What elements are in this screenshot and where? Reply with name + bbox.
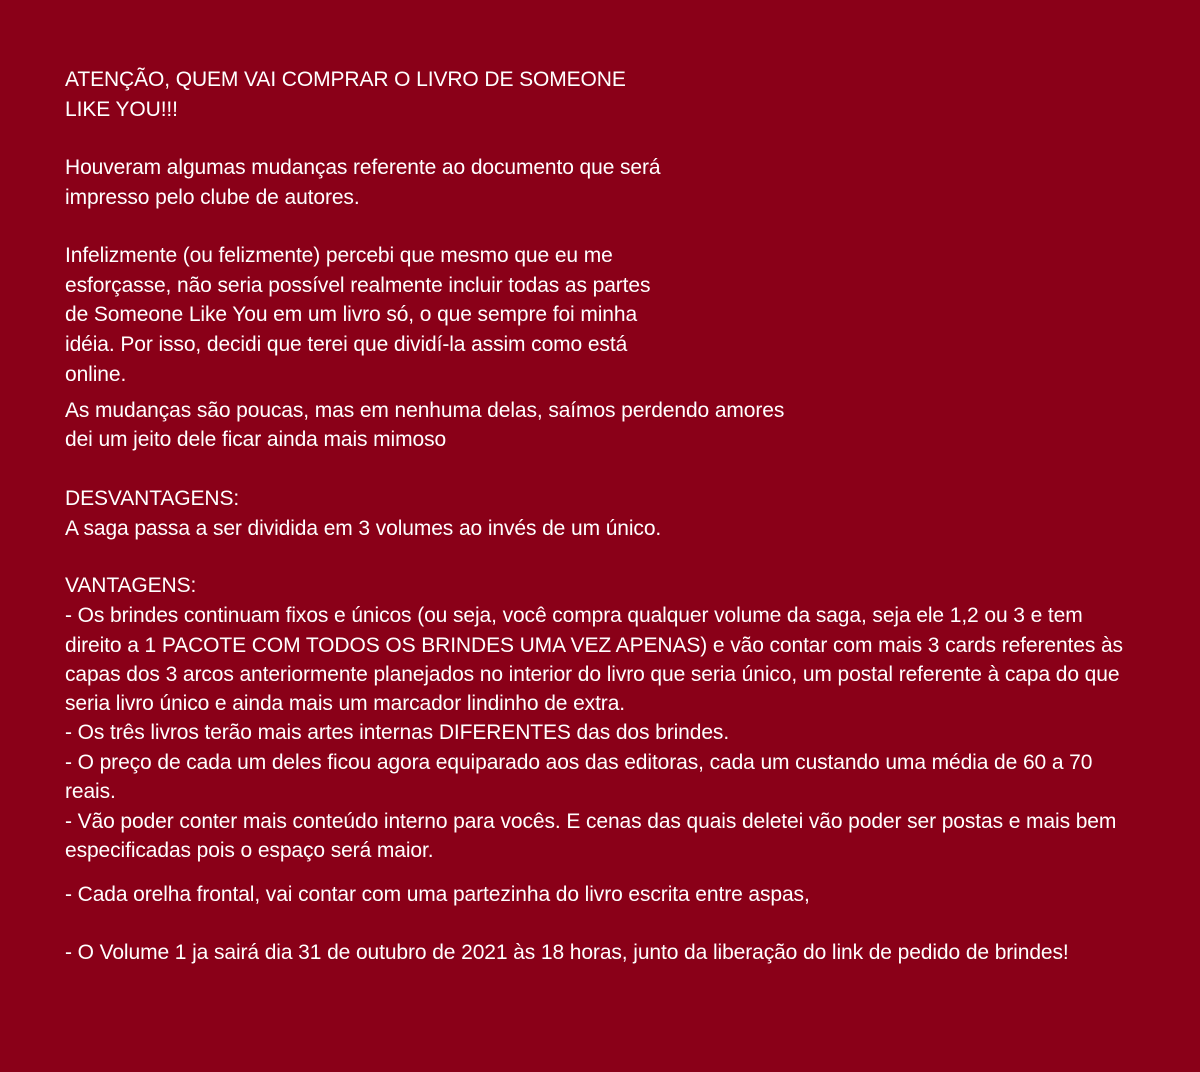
advantages-line-9: especificadas pois o espaço será maior. (65, 839, 434, 862)
paragraph-1-line-2: impresso pelo clube de autores. (65, 186, 360, 209)
title-line-2: LIKE YOU!!! (65, 98, 178, 121)
paragraph-2-line-2: esforçasse, não seria possível realmente incluir todas as partes (65, 274, 651, 297)
advantages-line-5: - Os três livros terão mais artes internas DIFERENTES das dos brindes. (65, 721, 730, 744)
paragraph-2-line-1: Infelizmente (ou felizmente) percebi que mesmo que eu me (65, 244, 613, 267)
paragraph-2-line-5: online. (65, 363, 127, 386)
advantages-line-1: - Os brindes continuam fixos e únicos (ou seja, você compra qualquer volume da saga, seja ele 1,2 ou 3 e tem (65, 604, 1083, 627)
disadvantages-heading: DESVANTAGENS: (65, 487, 240, 510)
paragraph-3-line-2: dei um jeito dele ficar ainda mais mimoso (65, 428, 447, 451)
advantages-line-6: - O preço de cada um deles ficou agora equiparado aos das editoras, cada um custando uma média de 60 a 70 (65, 751, 1093, 774)
advantages-line-8: - Vão poder conter mais conteúdo interno para vocês. E cenas das quais deletei vão poder ser postas e mais bem (65, 810, 1117, 833)
advantages-line-4: seria livro único e ainda mais um marcador lindinho de extra. (65, 692, 626, 715)
advantages-line-2: direito a 1 PACOTE COM TODOS OS BRINDES UMA VEZ APENAS) e vão contar com mais 3 cards referentes às (65, 634, 1123, 657)
title-line-1: ATENÇÃO, QUEM VAI COMPRAR O LIVRO DE SOMEONE (65, 68, 626, 91)
extra-line-1: - Cada orelha frontal, vai contar com uma partezinha do livro escrita entre aspas, (65, 883, 810, 906)
paragraph-2-line-3: de Someone Like You em um livro só, o que sempre foi minha (65, 303, 638, 326)
advantages-line-7: reais. (65, 780, 116, 803)
extra-line-2: - O Volume 1 ja sairá dia 31 de outubro de 2021 às 18 horas, junto da liberação do link de pedido de brindes! (65, 941, 1069, 964)
advantages-heading: VANTAGENS: (65, 574, 197, 597)
paragraph-2-line-4: idéia. Por isso, decidi que terei que dividí-la assim como está (65, 333, 628, 356)
advantages-line-3: capas dos 3 arcos anteriormente planejados no interior do livro que seria único, um postal referente à capa do que (65, 663, 1120, 686)
paragraph-3-line-1: As mudanças são poucas, mas em nenhuma delas, saímos perdendo amores (65, 399, 785, 422)
disadvantages-line-1: A saga passa a ser dividida em 3 volumes ao invés de um único. (65, 517, 662, 540)
paragraph-1-line-1: Houveram algumas mudanças referente ao documento que será (65, 156, 661, 179)
